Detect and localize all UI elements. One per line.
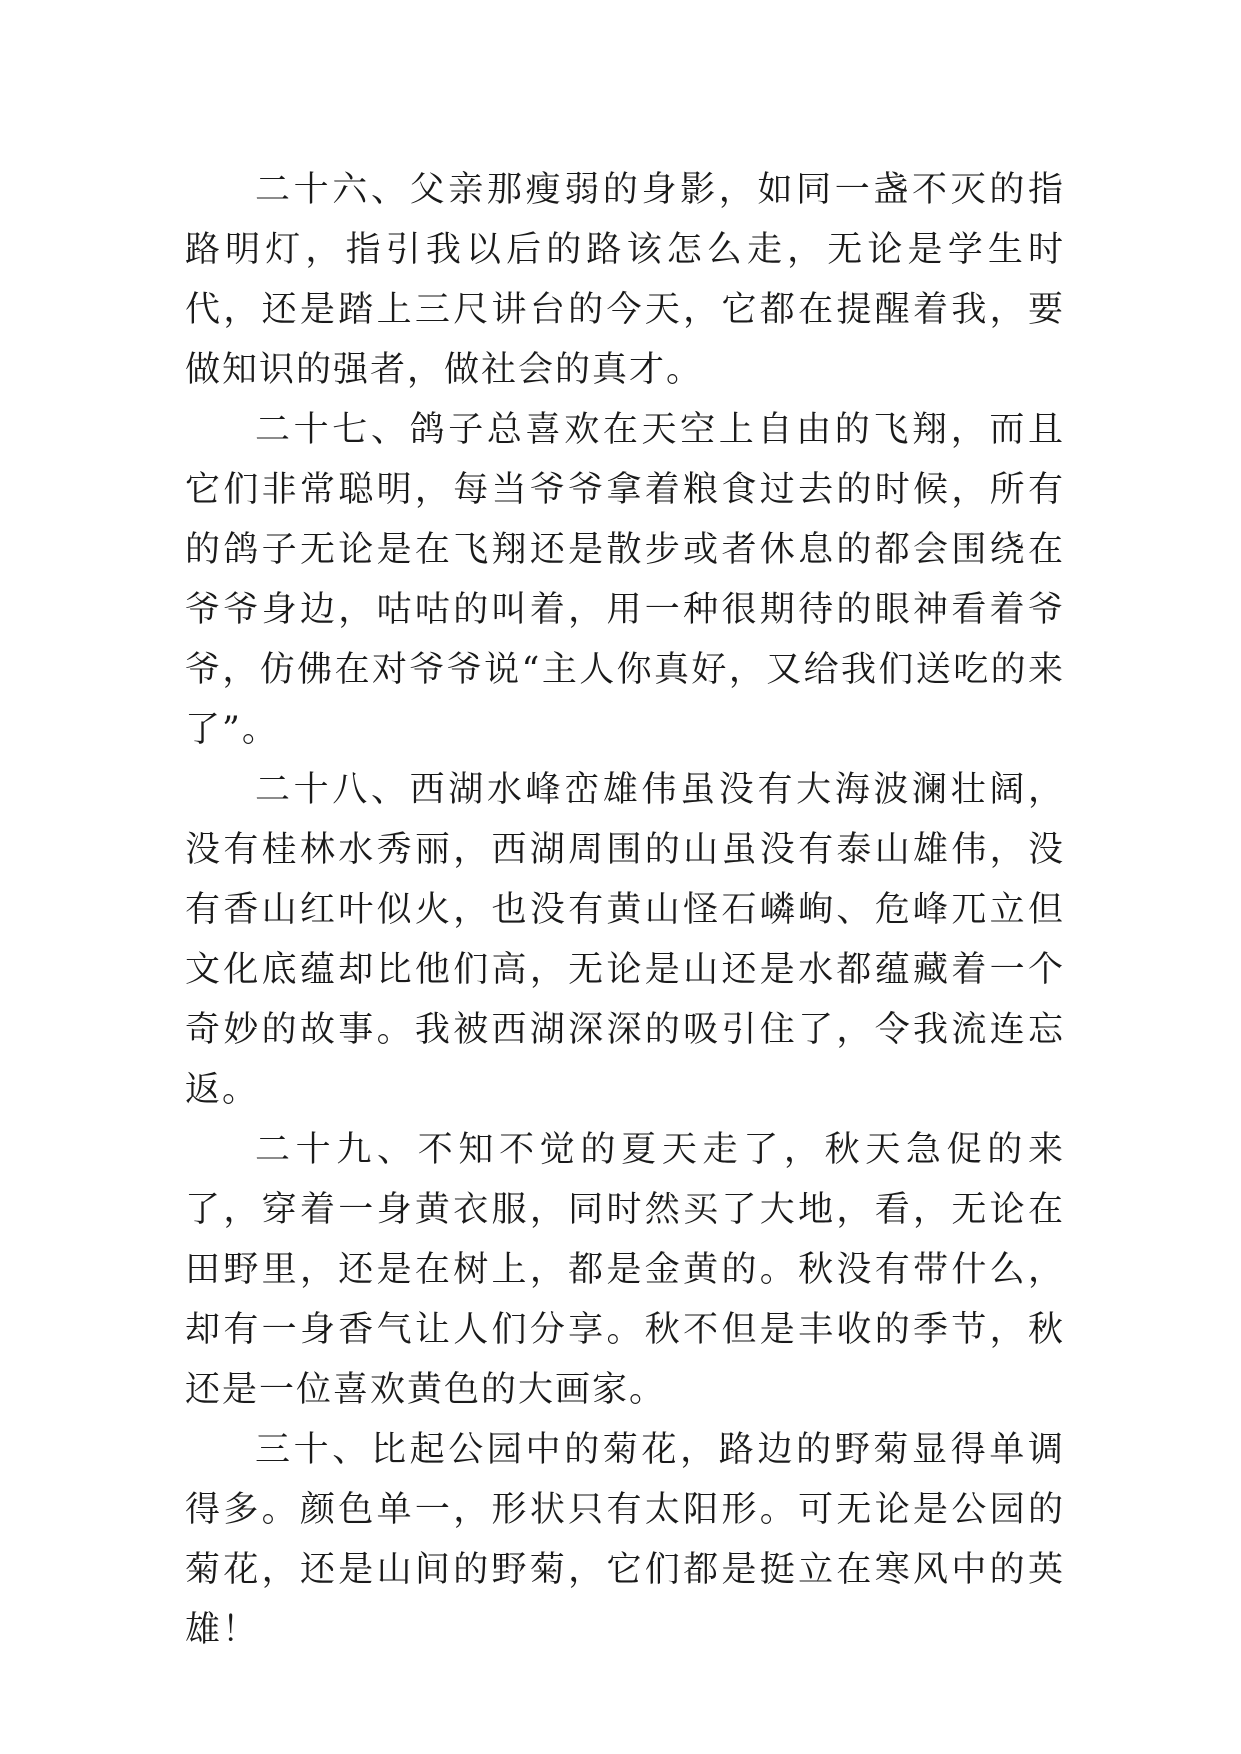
paragraph-27: 二十七、鸽子总喜欢在天空上自由的飞翔，而且它们非常聪明，每当爷爷拿着粮食过去的时候，所有的鸽子无论是在飞翔还是散步或者休息的都会围绕在爷爷身边，咕咕的叫着，用一种很期待的眼神看着爷爷，仿佛在对爷爷说“主人你真好，又给我们送吃的来了”。 <box>185 410 1065 750</box>
paragraph-28: 二十八、西湖水峰峦雄伟虽没有大海波澜壮阔，没有桂林水秀丽，西湖周围的山虽没有泰山雄伟，没有香山红叶似火，也没有黄山怪石嶙峋、危峰兀立但文化底蕴却比他们高，无论是山还是水都蕴藏着一个奇妙的故事。我被西湖深深的吸引住了，令我流连忘返。 <box>185 770 1065 1110</box>
paragraph-26: 二十六、父亲那瘦弱的身影，如同一盏不灭的指路明灯，指引我以后的路该怎么走，无论是学生时代，还是踏上三尺讲台的今天，它都在提醒着我，要做知识的强者，做社会的真才。 <box>185 170 1065 390</box>
paragraph-29: 二十九、不知不觉的夏天走了，秋天急促的来了，穿着一身黄衣服，同时然买了大地，看，无论在田野里，还是在树上，都是金黄的。秋没有带什么，却有一身香气让人们分享。秋不但是丰收的季节，秋还是一位喜欢黄色的大画家。 <box>185 1130 1065 1410</box>
document-body <box>185 160 1065 1660</box>
paragraph-30: 三十、比起公园中的菊花，路边的野菊显得单调得多。颜色单一，形状只有太阳形。可无论是公园的菊花，还是山间的野菊，它们都是挺立在寒风中的英雄！ <box>185 1430 1065 1650</box>
